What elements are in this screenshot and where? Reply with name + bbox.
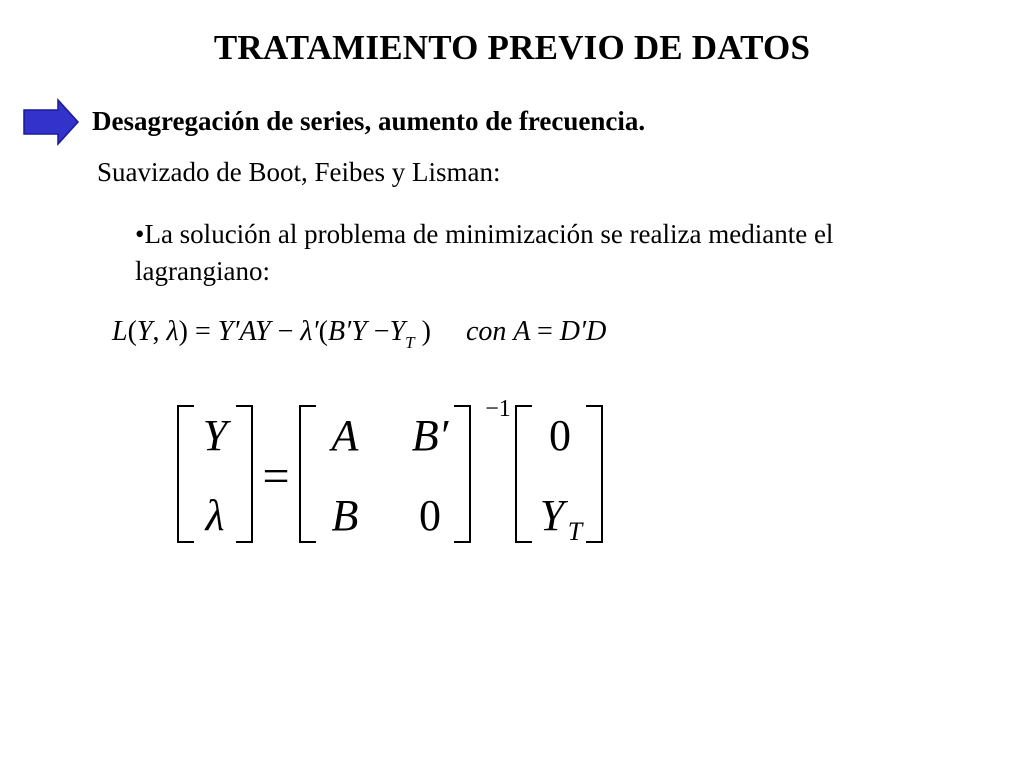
- slide-subtitle: Desagregación de series, aumento de frecuencia.: [92, 106, 646, 136]
- matrix-equation: [170, 392, 620, 552]
- matrix-equals: =: [262, 450, 290, 503]
- rhs-subscript-t: T: [567, 517, 583, 546]
- bracket-right: [586, 406, 602, 542]
- slide-title: TRATAMIENTO PREVIO DE DATOS: [213, 28, 811, 67]
- bracket-left: [300, 406, 316, 542]
- bracket-left: [516, 406, 532, 542]
- lagrangian-equation: L(Y, $\lambda) = Y'AY - \lambda'(B'Y -Y_T$ ) con A = D′D: [112, 316, 607, 352]
- matrix-lhs-y: Y: [202, 411, 228, 460]
- bracket-right: [236, 406, 252, 542]
- arrow-right-icon: [22, 98, 80, 146]
- matrix-zero: 0: [419, 491, 441, 540]
- matrix-b-prime: B′: [411, 411, 449, 460]
- bracket-right: [454, 406, 470, 542]
- section-heading: Suavizado de Boot, Feibes y Lisman:: [97, 157, 501, 187]
- matrix-a: A: [331, 411, 359, 460]
- matrix-lhs-lambda: λ: [205, 491, 225, 540]
- rhs-zero: 0: [549, 411, 571, 460]
- bracket-left: [178, 406, 194, 542]
- bullet-text: •La solución al problema de minimización se realiza mediante el lagrangiano:: [135, 219, 834, 286]
- matrix-b: B: [331, 491, 359, 540]
- rhs-y: Y: [539, 491, 565, 540]
- inverse-exponent: −1: [485, 396, 511, 422]
